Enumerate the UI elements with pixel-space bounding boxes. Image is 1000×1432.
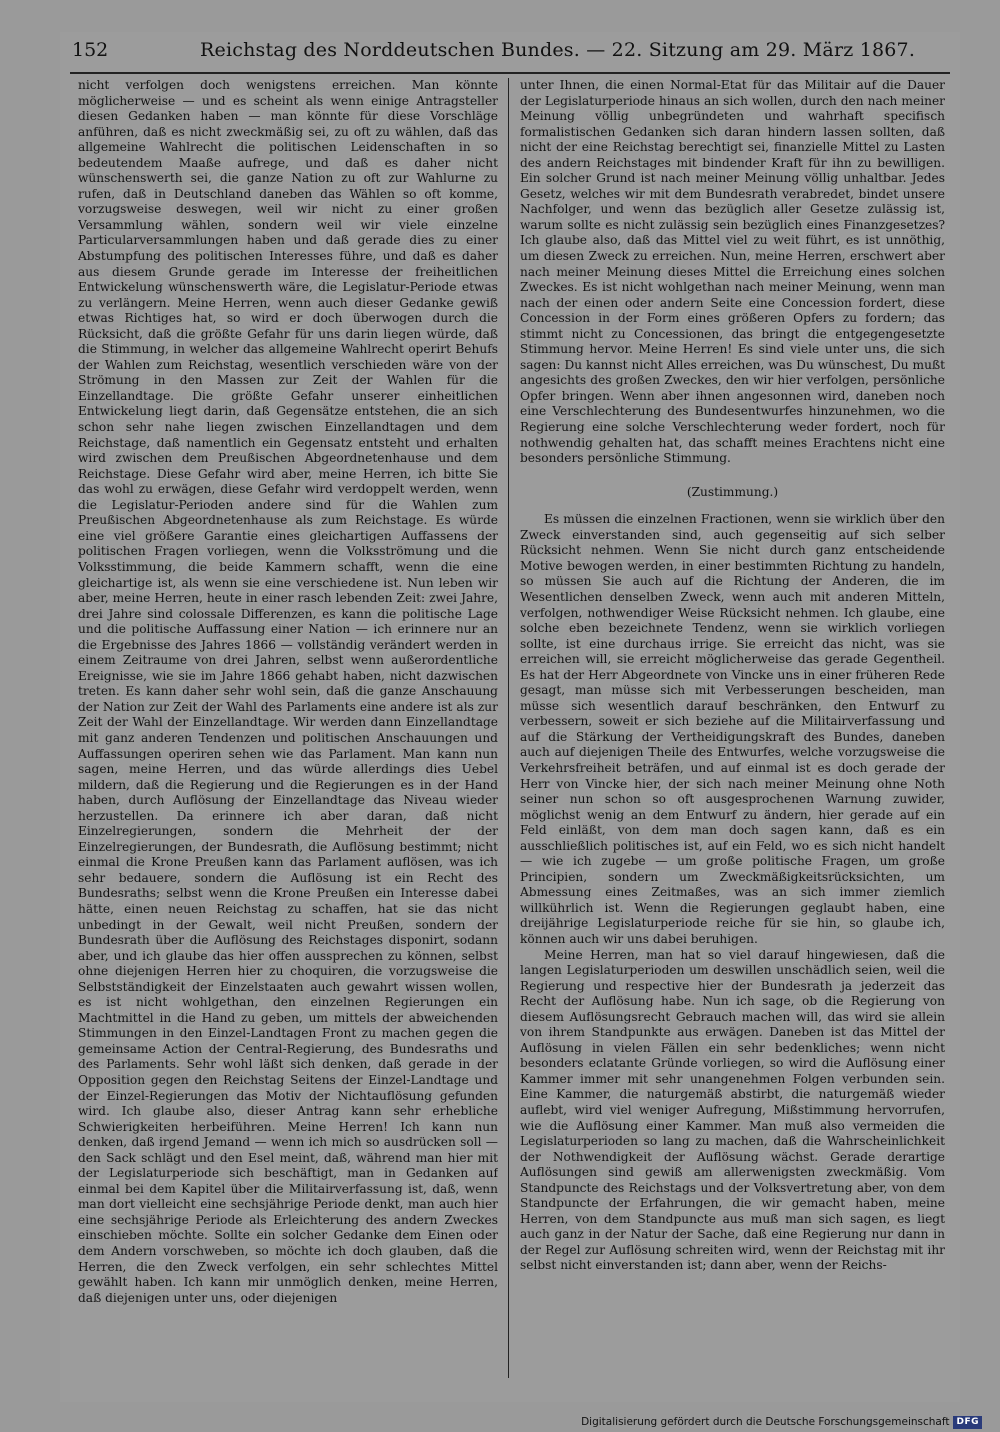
running-head: Reichstag des Norddeutschen Bundes. — 22. Sitzung am 29. März 1867. — [200, 39, 916, 61]
dfg-logo: DFG — [953, 1416, 982, 1429]
right-column — [520, 78, 945, 1378]
document-page — [60, 32, 960, 1402]
interjection-approval: (Zustimmung.) — [686, 484, 779, 499]
paragraph: unter Ihnen, die einen Normal-Etat für das Militair auf die Dauer der Legislaturperiode hinaus an sich wollen, durch den nach meiner Meinung völlig unbegründeten und wahrhaft specifisch formalistischen Gedanken sich daran hindern lassen sollten, daß nicht der eine Reichstag berechtigt sei, finanzielle Mittel zu Lasten des andern Reichstages mit bindender Kraft für ihn zu bewilligen. Ein solcher Grund ist nach meiner Meinung völlig unhaltbar. Jedes Gesetz, welches wir mit dem Bundesrath verabredet, bindet unsere Nachfolger, und wenn das bezüglich aller Gesetze zulässig ist, warum sollte es nicht zulässig sein bezüglich eines Finanzgesetzes? Ich glaube also, daß das Mittel viel zu weit führt, es ist unnöthig, um diesen Zweck zu erreichen. Nun, meine Herren, erschwert aber nach meiner Meinung dieses Mittel die Erreichung eines solchen Zweckes. Es ist nicht wohlgethan nach meiner Meinung, wenn man nach der einen oder andern Seite eine Concession fordert, diese Concession in der Form eines größeren Opfers zu fordern; das stimmt nicht zu Concessionen, das bringt die entgegengesetzte Stimmung hervor. Meine Herren! Es sind viele unter uns, die sich sagen: Du kannst nicht Alles erreichen, was Du wünschest, Du mußt angesichts des großen Zweckes, den wir hier verfolgen, persönliche Opfer bringen. Wenn aber ihnen angesonnen wird, daneben noch eine Verschlechterung des Bundesentwurfes hinzunehmen, wo die Regierung eine solche Verschlechterung weder fordert, noch für nothwendig gehalten hat, das schafft meines Erachtens nicht eine besonders persönliche Stimmung. — [520, 78, 945, 466]
left-column — [78, 78, 498, 1378]
page-header — [60, 32, 960, 68]
page-number: 152 — [72, 39, 109, 61]
footer-credit — [581, 1414, 982, 1430]
paragraph: Meine Herren, man hat so viel darauf hingewiesen, daß die langen Legislaturperioden um deswillen unschädlich seien, weil die Regierung und respective hier der Bundesrath ja jederzeit das Recht der Auflösung habe. Nun ich sage, ob die Regierung von diesem Auflösungsrecht Gebrauch machen will, das wird sie allein von ihrem Standpunkte aus erwägen. Daneben ist das Mittel der Auflösung in vielen Fällen ein sehr bedenkliches; wenn nicht besonders eclatante Gründe vorliegen, so wird die Auflösung einer Kammer immer mit sehr unangenehmen Folgen verbunden sein. Eine Kammer, die naturgemäß abstirbt, die naturgemäß wieder auflebt, wird viel weniger Aufregung, Mißstimmung hervorrufen, wie die Auflösung einer Kammer. Man muß also vermeiden die Legislaturperioden so lang zu machen, daß die Wahrscheinlichkeit der Nothwendigkeit der Auflösung wächst. Gerade derartige Auflösungen sind gewiß am allerwenigsten zweckmäßig. Vom Standpuncte des Reichstags und der Volksvertretung aber, von dem Standpuncte der Erfahrungen, die wir gemacht haben, meine Herren, von dem Standpuncte aus muß man sich sagen, es liegt auch ganz in der Natur der Sache, daß eine Regierung nur dann in der Regel zur Auflösung schreiten wird, wenn der Reichstag mit ihr selbst nicht einverstanden ist; dann aber, wenn der Reichs- — [520, 947, 945, 1273]
header-rule — [70, 72, 950, 74]
funding-note: Digitalisierung gefördert durch die Deutsche Forschungsgemeinschaft — [581, 1416, 950, 1428]
paragraph: nicht verfolgen doch wenigstens erreichen. Man könnte möglicherweise — und es scheint als wenn einige Antragsteller diesen Gedanken haben — man könnte für diese Vorschläge anführen, daß es nicht zweckmäßig sei, zu oft zu wählen, daß das allgemeine Wahlrecht die politischen Leidenschaften in so bedeutendem Maaße aufrege, und daß es daher nicht wünschenswerth sei, die ganze Nation zu oft zur Wahlurne zu rufen, daß in Deutschland daneben das Wählen so oft komme, vorzugsweise deswegen, weil wir nicht zu einer großen Versammlung wählen, sondern weil wir viele einzelne Particularversammlungen haben und daß gerade dies zu einer Abstumpfung des politischen Interesses führe, und daß es daher aus diesem Grunde gerade im Interesse der freiheitlichen Entwickelung wünschenswerth wäre, die Legislatur-Periode etwas zu verlängern. Meine Herren, wenn auch dieser Gedanke gewiß etwas Richtiges hat, so wird er doch überwogen durch die Rücksicht, daß die größte Gefahr für uns darin liegen würde, daß die Stimmung, in welcher das allgemeine Wahlrecht operirt Behufs der Wahlen zum Reichstag, wesentlich verschieden wäre von der Strömung in den Massen zur Zeit der Wahlen für die Einzellandtage. Die größte Gefahr unserer einheitlichen Entwickelung liegt darin, daß Gegensätze entstehen, die an sich schon sehr nahe liegen zwischen Einzellandtagen und dem Reichstage, daß namentlich ein Gegensatz entsteht und erhalten wird zwischen dem Preußischen Abgeordnetenhause und dem Reichstage. Diese Gefahr wird aber, meine Herren, ich bitte Sie das wohl zu erwägen, diese Gefahr wird verdoppelt werden, wenn die Legislatur-Perioden andere sind für die Wahlen zum Preußischen Abgeordnetenhause als zum Reichstage. Es würde eine viel größere Garantie eines gleichartigen Auffassens der politischen Fragen vorliegen, wenn die Volksströmung und die Volksstimmung, die beide Kammern schafft, wenn die eine gleichartige ist, als wenn sie eine verschiedene ist. Nun leben wir aber, meine Herren, heute in einer rasch lebenden Zeit: zwei Jahre, drei Jahre sind colossale Differenzen, es kann die politische Lage und die politische Auffassung einer Nation — ich erinnere nur an die Ergebnisse des Jahres 1866 — vollständig verändert werden in einem Zeitraume von drei Jahren, selbst wenn außerordentliche Ereignisse, wie sie im Jahre 1866 gehabt haben, nicht dazwischen treten. Es kann daher sehr wohl sein, daß die ganze Anschauung der Nation zur Zeit der Wahl des Parlaments eine andere ist als zur Zeit der Wahl der Einzellandtage. Wir werden dann Einzellandtage mit ganz anderen Tendenzen und politischen Anschauungen und Auffassungen operiren sehen wie das Parlament. Man kann nun sagen, meine Herren, und das würde allerdings dies Uebel mildern, daß die Regierung und die Regierungen es in der Hand haben, durch Auflösung der Einzellandtage das Niveau wieder herzustellen. Da erinnere ich aber daran, daß nicht Einzelregierungen, sondern die Mehrheit der der Einzelregierungen, der Bundesrath, die Auflösung bestimmt; nicht einmal die Krone Preußen kann das Parlament auflösen, was ich sehr bedauere, sondern die Auflösung ist ein Recht des Bundesraths; selbst wenn die Krone Preußen ein Interesse dabei hätte, einen neuen Reichstag zu schaffen, hat sie das nicht unbedingt in der Gewalt, weil nicht Preußen, sondern der Bundesrath über die Auflösung des Reichstages disponirt, sodann aber, und ich glaube das hier offen aussprechen zu können, selbst ohne diejenigen Herren hier zu choquiren, die vorzugsweise die Selbstständigkeit der Einzelstaaten auch gewahrt wissen wollen, es ist nicht wohlgethan, den einzelnen Regierungen ein Machtmittel in die Hand zu geben, um mittels der abweichenden Stimmungen in den Einzel-Landtagen Front zu machen gegen die gemeinsame Action der Central-Regierung, des Bundesraths und des Parlaments. Sehr wohl läßt sich denken, daß gerade in der Opposition gegen den Reichstag Seitens der Einzel-Landtage und der Einzel-Regierungen das Motiv der Nichtauflösung gefunden wird. Ich glaube also, dieser Antrag kann sehr erhebliche Schwierigkeiten herbeiführen. Meine Herren! Ich kann nun denken, daß irgend Jemand — wenn ich mich so ausdrücken soll — den Sack schlägt und den Esel meint, daß, während man hier mit der Legislaturperiode sich beschäftigt, man in Gedanken auf einmal bei dem Kapitel über die Militairverfassung ist, daß, wenn man dort vielleicht eine sechsjährige Periode denkt, man auch hier eine sechsjährige Periode als Erleichterung des andern Zweckes einschieben möchte. Sollte ein solcher Gedanke dem Einen oder dem Andern vorschweben, so möchte ich doch glauben, daß die Herren, die den Zweck verfolgen, ein sehr schlechtes Mittel gewählt haben. Ich kann mir unmöglich denken, meine Herren, daß diejenigen unter uns, oder diejenigen — [78, 78, 498, 1305]
column-divider — [508, 78, 509, 1378]
paragraph: Es müssen die einzelnen Fractionen, wenn sie wirklich über den Zweck einverstanden sind, auch gegenseitig auf sich selber Rücksicht nehmen. Wenn Sie nicht durch ganz entscheidende Motive bewogen werden, in einer bestimmten Richtung zu handeln, so müssen Sie auch auf die Richtung der Anderen, die im Wesentlichen denselben Zweck, wenn auch mit anderen Mitteln, verfolgen, nothwendiger Weise Rücksicht nehmen. Ich glaube, eine solche eben bezeichnete Tendenz, wenn sie wirklich vorliegen sollte, ist eine durchaus irrige. Sie erreicht das nicht, was sie erreichen will, sie erreicht möglicherweise das gerade Gegentheil. Es hat der Herr Abgeordnete von Vincke uns in einer früheren Rede gesagt, man müsse sich mit Verbesserungen bescheiden, man müsse sich wesentlich darauf beschränken, den Entwurf zu verbessern, soweit er sich beziehe auf die Militairverfassung und auf die Stärkung der Vertheidigungskraft des Bundes, daneben auch auf diejenigen Theile des Entwurfes, welche vorzugsweise die Verkehrsfreiheit beträfen, und auf einmal ist es doch gerade der Herr von Vincke hier, der sich nach meiner Meinung ohne Noth seiner nun schon so oft ausgesprochenen Warnung zuwider, möglichst wenig an dem Entwurf zu ändern, hier gerade auf ein Feld einläßt, von dem man doch sagen kann, daß es ein ausschließlich politisches ist, auf ein Feld, wo es sich nicht handelt — wie ich zugebe — um große politische Fragen, um große Principien, sondern um Zweckmäßigkeitsrücksichten, um Abmessung eines Zeitmaßes, was an sich immer ziemlich willkührlich ist. Wenn die Regierungen geglaubt haben, eine dreijährige Legislaturperiode reiche für sie hin, so glaube ich, können auch wir uns dabei beruhigen. — [520, 512, 945, 946]
